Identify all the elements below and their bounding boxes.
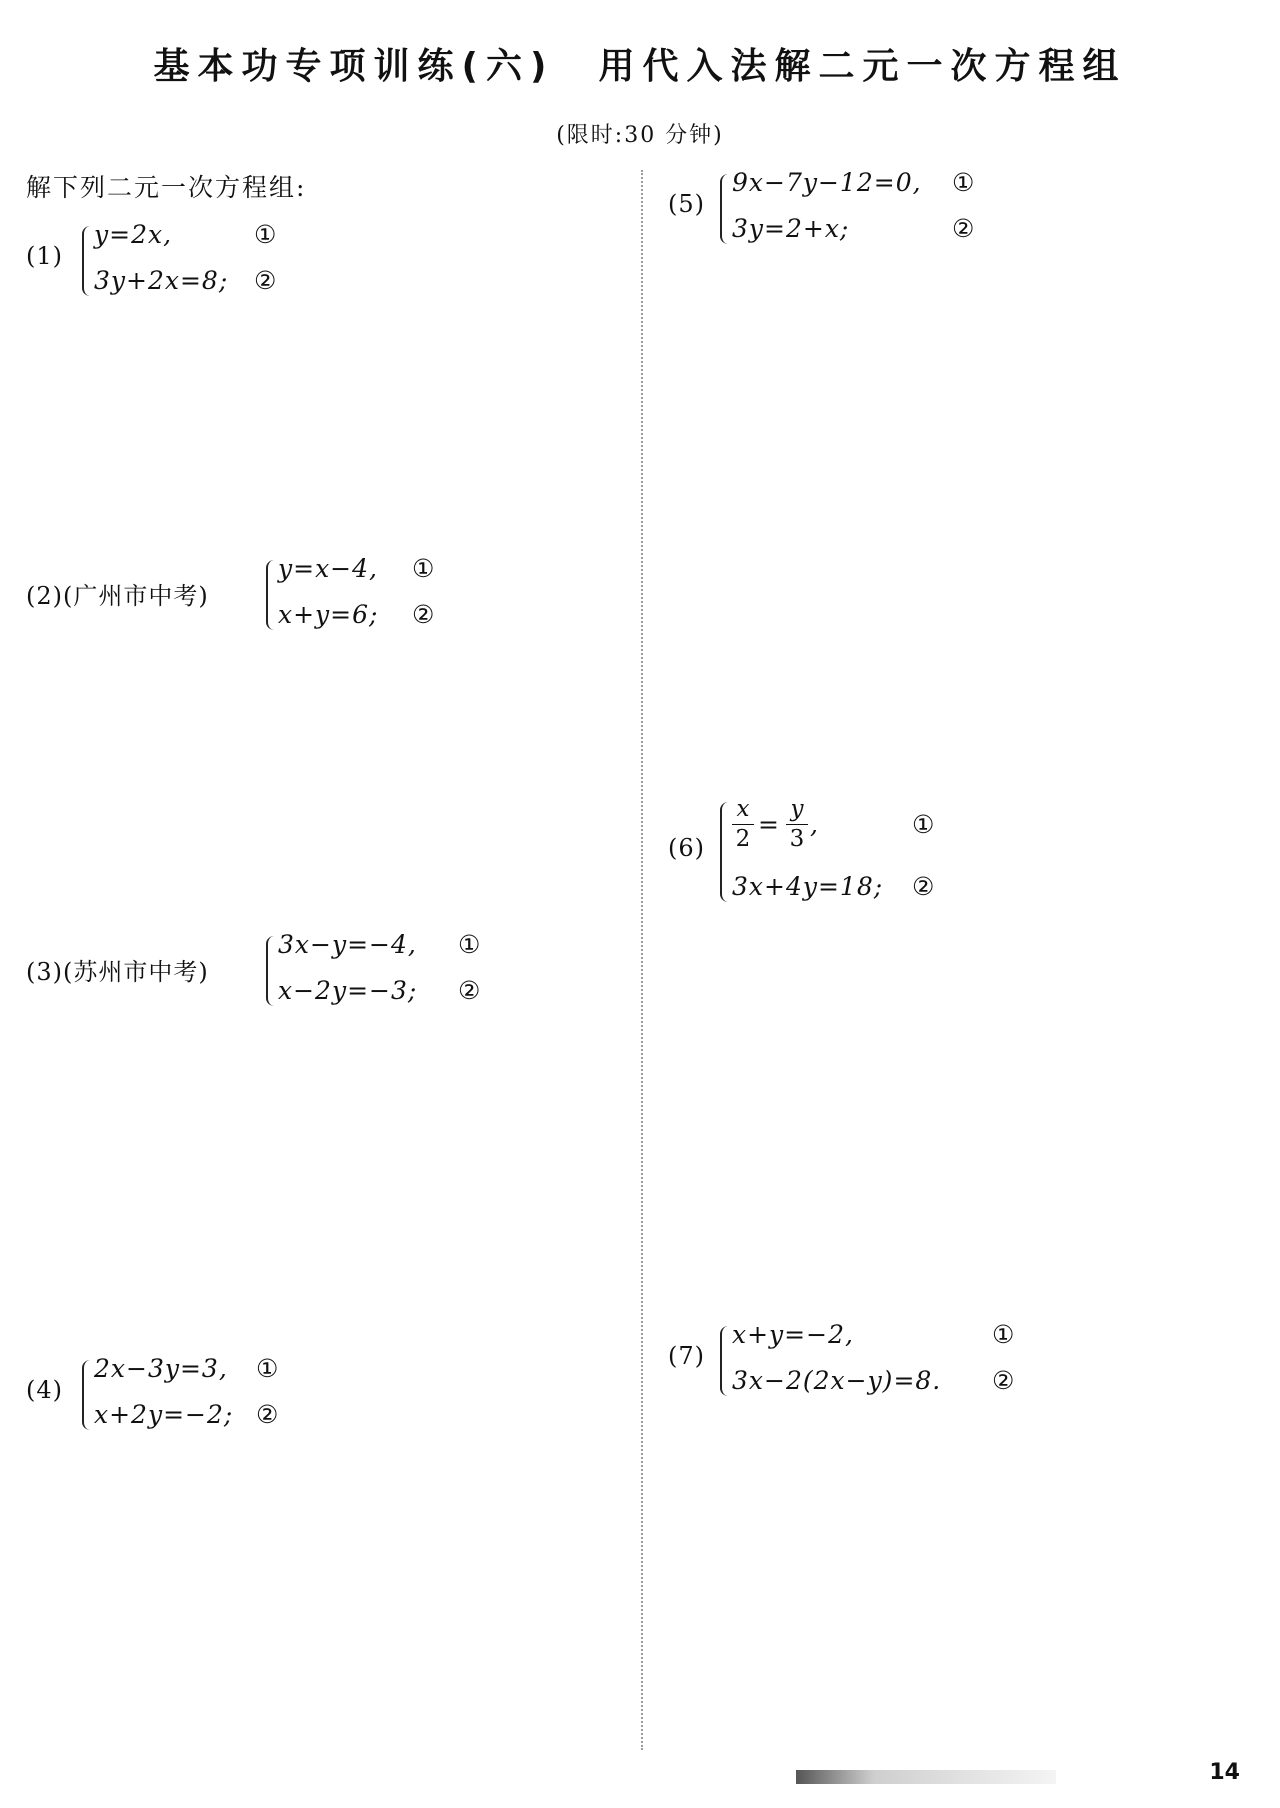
equation-1-marker: ① xyxy=(254,220,277,249)
equation-2: x+2y=−2; xyxy=(94,1400,234,1429)
equation-2-marker: ② xyxy=(458,976,481,1005)
equation-2-marker: ② xyxy=(992,1366,1015,1395)
equation-1-marker: ① xyxy=(912,810,935,839)
page-title: 基本功专项训练(六) 用代入法解二元一次方程组 xyxy=(153,46,1127,87)
equation-1: 2x−3y=3, xyxy=(94,1354,228,1383)
instruction-text: 解下列二元一次方程组: xyxy=(26,173,307,202)
problem-label: (1) xyxy=(26,242,63,270)
equation-1-marker: ① xyxy=(992,1320,1015,1349)
brace xyxy=(82,226,94,296)
equation-1-marker: ① xyxy=(412,554,435,583)
equation-1-marker: ① xyxy=(952,168,975,197)
equation-1-marker: ① xyxy=(458,930,481,959)
page-number: 14 xyxy=(1209,1760,1240,1785)
fraction-equals: = xyxy=(758,810,780,839)
equation-2-marker: ② xyxy=(912,872,935,901)
equation-1: y=2x, xyxy=(94,220,173,249)
problem-label: (5) xyxy=(668,190,705,218)
equation-1: x+y=−2, xyxy=(732,1320,854,1349)
fraction-comma: , xyxy=(810,810,819,839)
equation-2: 3x−2(2x−y)=8. xyxy=(732,1366,942,1395)
brace xyxy=(720,174,732,244)
equation-2: x−2y=−3; xyxy=(278,976,418,1005)
problem-label: (3)(苏州市中考) xyxy=(26,958,209,986)
footer-decoration xyxy=(796,1770,1056,1784)
problem-label: (7) xyxy=(668,1342,705,1370)
equation-2-marker: ② xyxy=(412,600,435,629)
equation-1-marker: ① xyxy=(256,1354,279,1383)
fraction-numerator-x: x xyxy=(736,796,750,822)
time-limit: (限时:30 分钟) xyxy=(556,123,724,148)
fraction-bar xyxy=(732,824,754,825)
problem-label: (2)(广州市中考) xyxy=(26,582,209,610)
problem-label: (4) xyxy=(26,1376,63,1404)
brace xyxy=(720,1326,732,1396)
equation-2: 3y+2x=8; xyxy=(94,266,229,295)
brace xyxy=(82,1360,94,1430)
problem-label: (6) xyxy=(668,834,705,862)
equation-2-marker: ② xyxy=(952,214,975,243)
equation-2-marker: ② xyxy=(256,1400,279,1429)
equation-2: x+y=6; xyxy=(278,600,379,629)
equation-1: y=x−4, xyxy=(278,554,378,583)
column-divider xyxy=(641,170,643,1750)
equation-1: 9x−7y−12=0, xyxy=(732,168,922,197)
brace xyxy=(266,936,278,1006)
equation-1: 3x−y=−4, xyxy=(278,930,417,959)
equation-2: 3x+4y=18; xyxy=(732,872,884,901)
fraction-denominator-2: 2 xyxy=(735,826,751,852)
equation-2: 3y=2+x; xyxy=(732,214,850,243)
equation-2-marker: ② xyxy=(254,266,277,295)
fraction-denominator-3: 3 xyxy=(789,826,805,852)
brace xyxy=(720,802,732,902)
fraction-bar xyxy=(786,824,808,825)
brace xyxy=(266,560,278,630)
fraction-numerator-y: y xyxy=(790,796,804,822)
